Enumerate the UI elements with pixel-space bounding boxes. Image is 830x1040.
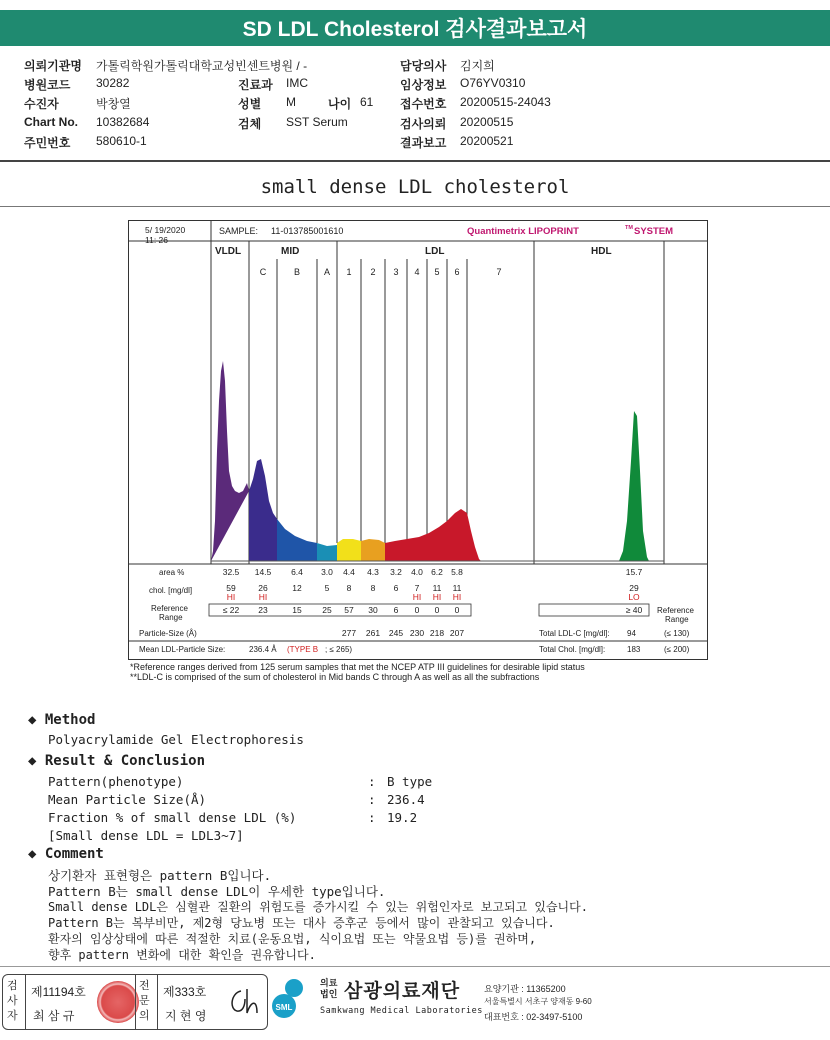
comment-line: Pattern B는 small dense LDL이 우세한 type입니다. — [48, 884, 386, 899]
area-value: 3.2 — [390, 567, 402, 577]
comment-line: Small dense LDL은 심혈관 질환의 위험도를 증가시킬 수 있는 위험인자로 보고되고 있습니다. — [48, 900, 588, 914]
chol-value: 8 — [370, 583, 376, 593]
brand-system: SYSTEM — [634, 226, 674, 237]
chol-flag: LO — [628, 592, 640, 602]
seal-stamp — [97, 981, 139, 1023]
total-ldl-ref: (≤ 130) — [664, 629, 690, 638]
footnote-2: **LDL-C is comprised of the sum of cholesterol in Mid bands C through A as well as all the subfractions — [130, 672, 540, 682]
patient-info — [0, 52, 830, 156]
lipoprint-svg — [129, 221, 707, 659]
total-chol-ref: (≤ 200) — [664, 645, 690, 654]
result-heading: ◆ Result & Conclusion — [28, 753, 206, 769]
particle-value: 261 — [365, 628, 381, 638]
clinical-info: O76YV0310 — [460, 76, 526, 90]
specialist-name: 지 현 영 — [165, 1009, 207, 1023]
ref-value: 0 — [454, 605, 460, 615]
comment-heading: ◆ Comment — [28, 846, 104, 862]
ref-value: 30 — [368, 605, 378, 615]
hospital-code: 30282 — [96, 76, 130, 90]
group-ldl: LDL — [425, 246, 445, 257]
particle-value: 207 — [449, 628, 465, 638]
band-label: A — [323, 267, 331, 277]
chol-value: 26 — [258, 583, 268, 593]
chol-flag: HI — [226, 592, 236, 602]
comment-line: Pattern B는 복부비만, 제2형 당뇨병 또는 대사 증후군 등에서 많이 관찰되고 있습니다. — [48, 916, 555, 930]
band-label: 5 — [434, 267, 440, 277]
panel-title: small dense LDL cholesterol — [260, 176, 570, 198]
ldl1-peak — [337, 539, 361, 561]
area-value: 32.5 — [222, 567, 240, 577]
field-label: 검체 — [238, 117, 262, 131]
result-row-value: B type — [387, 774, 433, 789]
total-ldl-label: Total LDL-C [mg/dl]: — [539, 629, 610, 638]
field-label: 수진자 — [24, 97, 59, 111]
ref-value-hdl: ≥ 40 — [625, 605, 643, 615]
org-logo — [272, 976, 312, 1022]
chol-flag: HI — [258, 592, 268, 602]
date-label: 5/ 19/2020 — [145, 225, 186, 235]
ref-label-1: Reference — [151, 604, 188, 613]
group-mid: MID — [281, 246, 300, 257]
area-value: 4.3 — [367, 567, 379, 577]
result-row-sep: : — [368, 774, 376, 789]
band-label: 6 — [454, 267, 460, 277]
field-label: 진료과 — [238, 78, 273, 92]
department: IMC — [286, 76, 308, 90]
area-value: 14.5 — [254, 567, 272, 577]
band-label: 2 — [370, 267, 376, 277]
sml-logo-icon — [272, 976, 312, 1022]
ldl-red-peak — [385, 509, 481, 561]
comment-line: 환자의 임상상태에 따른 적절한 치료(운동요법, 식이요법 또는 약물요법 등)를 권하며, — [48, 932, 537, 946]
result-row-sep: : — [368, 810, 376, 825]
field-label: 담당의사 — [400, 59, 447, 73]
field-label: 병원코드 — [24, 78, 71, 92]
resident-no: 580610-1 — [96, 134, 147, 148]
ref-value: 6 — [393, 605, 399, 615]
divider — [0, 160, 830, 162]
chol-value: 11 — [432, 583, 442, 593]
comment-line: 향후 pattern 변화에 대한 확인을 권유합니다. — [48, 948, 316, 962]
area-value: 4.0 — [411, 567, 423, 577]
patient-name: 박창열 — [96, 97, 131, 111]
chol-value: 29 — [629, 583, 639, 593]
inspector-name: 최 삼 규 — [33, 1009, 75, 1023]
signature-icon — [223, 985, 263, 1019]
hospital-name: 가톨릭학원가톨릭대학교성빈센트병원 — [96, 59, 294, 73]
ref-value: 25 — [322, 605, 332, 615]
report-title: SD LDL Cholesterol 검사결과보고서 — [0, 10, 830, 46]
footer-divider — [0, 966, 830, 967]
result-row-label: Mean Particle Size(Å) — [48, 792, 207, 807]
chol-value: 12 — [292, 583, 302, 593]
request-date: 20200515 — [460, 115, 514, 129]
total-chol-label: Total Chol. [mg/dl]: — [539, 645, 606, 654]
ref-value: 15 — [292, 605, 302, 615]
org-address: 서울특별시 서초구 양재동 9-60 — [484, 997, 592, 1006]
band-label: C — [259, 267, 267, 277]
org-name: 삼광의료재단 — [344, 981, 461, 1002]
method-text: Polyacrylamide Gel Electrophoresis — [48, 732, 304, 747]
field-label: Chart No. — [24, 115, 78, 129]
sample-label: SAMPLE: — [219, 226, 259, 236]
ref-value: ≤ 22 — [222, 605, 240, 615]
age: 61 — [360, 95, 374, 109]
result-heading-text: Result & Conclusion — [44, 753, 206, 769]
org-prefix: 의료법인 — [320, 978, 338, 999]
particle-value: 277 — [341, 628, 357, 638]
ref-label-r2: Range — [665, 615, 689, 624]
chol-value: 6 — [393, 583, 399, 593]
field-label: 임상정보 — [400, 78, 447, 92]
footnote-1: *Reference ranges derived from 125 serum samples that met the NCEP ATP III guidelines for desirable lipid status — [130, 662, 585, 672]
time-label: 11: 26 — [145, 235, 169, 245]
area-value: 6.2 — [431, 567, 443, 577]
chol-flag: HI — [432, 592, 442, 602]
divider — [25, 975, 26, 1029]
ward-dash: / - — [296, 59, 308, 73]
divider — [0, 206, 830, 207]
org-code: 요양기관 : 11365200 — [484, 984, 566, 994]
chol-value: 11 — [452, 583, 462, 593]
ref-value: 23 — [258, 605, 268, 615]
sex: M — [286, 95, 296, 109]
brand-logo: Quantimetrix LIPOPRINT — [467, 226, 579, 237]
specialist-no: 제333호 — [163, 985, 207, 999]
sample-id: 11-013785001610 — [271, 226, 344, 236]
chol-value: 5 — [324, 583, 330, 593]
chol-value: 8 — [346, 583, 352, 593]
field-label: 접수번호 — [400, 97, 447, 111]
particle-value: 218 — [429, 628, 445, 638]
band-label: 1 — [346, 267, 352, 277]
divider — [157, 975, 158, 1029]
ref-value: 57 — [344, 605, 354, 615]
band-label: 3 — [393, 267, 399, 277]
field-label: 주민번호 — [24, 136, 71, 150]
field-label: 검사의뢰 — [400, 117, 447, 131]
vldl-peak — [211, 361, 249, 561]
inspector-no: 제11194호 — [31, 985, 86, 999]
chart-no: 10382684 — [96, 115, 150, 129]
method-heading-text: Method — [44, 712, 96, 728]
result-row-label: Fraction % of small dense LDL (%) — [48, 810, 297, 825]
particle-value: 245 — [388, 628, 404, 638]
type-ref: ; ≤ 265) — [325, 645, 353, 654]
doctor: 김지희 — [460, 59, 495, 73]
ref-value: 0 — [414, 605, 420, 615]
band-label: 7 — [496, 267, 502, 277]
ref-value: 0 — [434, 605, 440, 615]
mid-b-peak — [277, 519, 317, 561]
area-row-label: area % — [159, 568, 185, 577]
result-row-value: 19.2 — [387, 810, 418, 825]
brand-tm: TM — [625, 225, 633, 231]
group-hdl: HDL — [591, 246, 612, 257]
chol-value: 7 — [414, 583, 420, 593]
field-label: 나이 — [328, 97, 352, 111]
report-date: 20200521 — [460, 134, 514, 148]
receipt-no: 20200515-24043 — [460, 95, 551, 109]
ref-label-r1: Reference — [657, 606, 694, 615]
result-row-sep: : — [368, 792, 376, 807]
area-value: 15.7 — [625, 567, 643, 577]
area-value: 4.4 — [343, 567, 355, 577]
mid-a-peak — [317, 543, 337, 561]
group-vldl: VLDL — [215, 246, 242, 257]
divider — [135, 975, 136, 1029]
chol-flag: HI — [452, 592, 462, 602]
chol-flag: HI — [412, 592, 422, 602]
mean-label: Mean LDL-Particle Size: — [139, 645, 226, 654]
field-label: 성별 — [238, 97, 262, 111]
logo-text: SML — [275, 1003, 293, 1012]
comment-line: 상기환자 표현형은 pattern B입니다. — [48, 868, 272, 883]
method-heading: ◆ Method — [28, 712, 96, 728]
comment-heading-text: Comment — [44, 846, 104, 862]
mean-value: 236.4 Å — [249, 645, 277, 654]
band-label: 4 — [414, 267, 420, 277]
mid-c-peak — [249, 459, 277, 561]
total-ldl-value: 94 — [627, 629, 636, 638]
chol-row-label: chol. [mg/dl] — [149, 586, 193, 595]
band-label: B — [293, 267, 301, 277]
org-en: Samkwang Medical Laboratories — [320, 1006, 483, 1016]
field-label: 결과보고 — [400, 136, 447, 150]
chol-value: 59 — [226, 583, 236, 593]
signature-box — [2, 974, 268, 1030]
org-phone: 대표번호 : 02-3497-5100 — [484, 1012, 583, 1022]
result-row-label: Pattern(phenotype) — [48, 774, 184, 789]
lipoprint-panel — [128, 220, 708, 660]
area-value: 3.0 — [321, 567, 333, 577]
area-value: 6.4 — [291, 567, 303, 577]
field-label: 의뢰기관명 — [24, 59, 82, 73]
ldl2-peak — [361, 539, 385, 561]
type-value: (TYPE B — [287, 645, 319, 654]
specimen: SST Serum — [286, 115, 348, 129]
particle-value: 230 — [409, 628, 425, 638]
result-row-value: 236.4 — [387, 792, 425, 807]
inspector-label: 검사자 — [7, 980, 18, 1022]
ref-label-2: Range — [159, 613, 183, 622]
specialist-label: 전문의 — [139, 980, 150, 1022]
result-note: [Small dense LDL = LDL3~7] — [48, 828, 244, 843]
hdl-peak — [619, 411, 649, 561]
total-chol-value: 183 — [627, 645, 641, 654]
particle-label: Particle-Size (Å) — [139, 629, 197, 638]
area-value: 5.8 — [451, 567, 463, 577]
